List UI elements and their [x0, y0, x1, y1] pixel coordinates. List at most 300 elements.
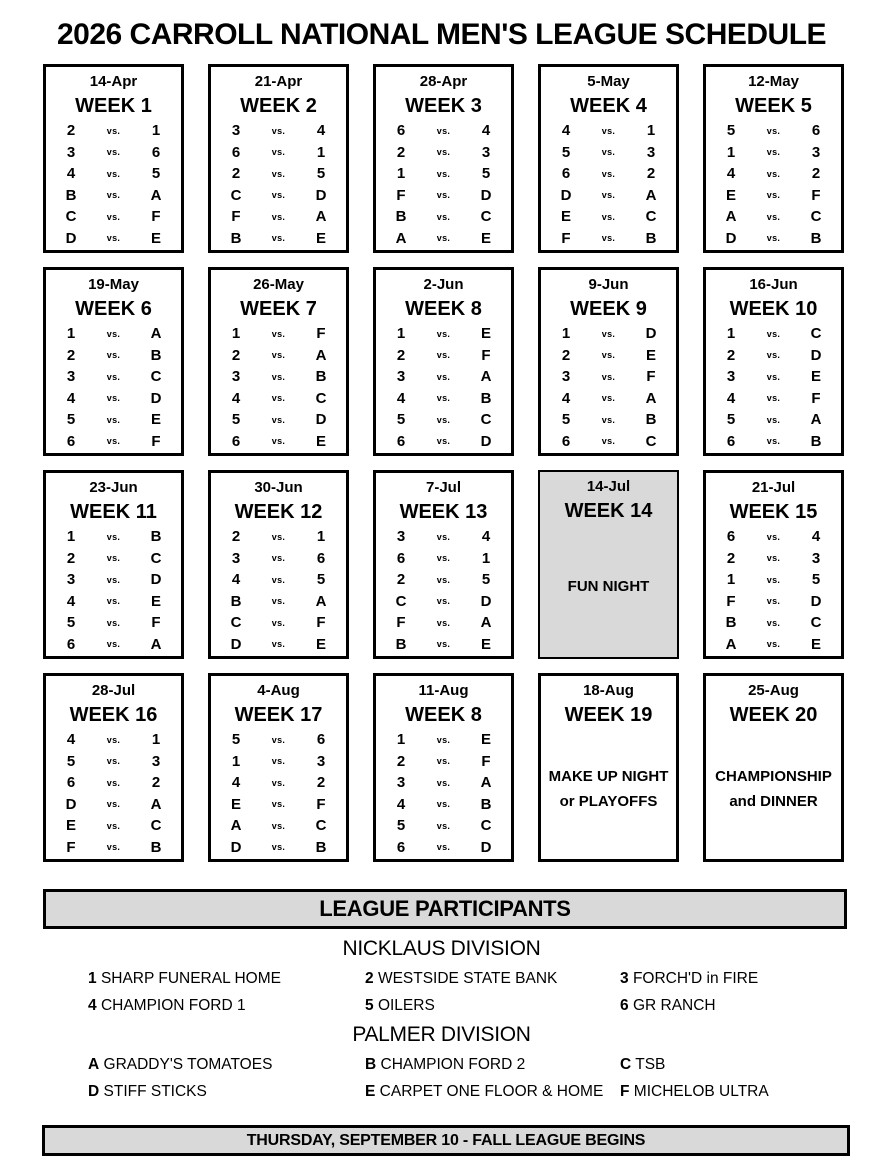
- vs-label: vs.: [271, 639, 286, 650]
- week-date: 21-Apr: [254, 73, 303, 90]
- vs-label: vs.: [271, 211, 286, 222]
- team-key: 2: [365, 970, 374, 987]
- away-team: E: [315, 635, 326, 653]
- match-row: [46, 548, 181, 570]
- week-body: [46, 120, 181, 249]
- vs-label: vs.: [436, 233, 451, 244]
- away-team: F: [151, 208, 161, 226]
- vs-label: vs.: [766, 211, 781, 222]
- away-team: E: [810, 635, 821, 653]
- week-body: [211, 729, 346, 858]
- week-date: 14-Jul: [586, 478, 631, 495]
- week-box: [208, 267, 349, 456]
- home-team: 5: [561, 143, 571, 161]
- away-team: F: [316, 795, 326, 813]
- week-body: [46, 323, 181, 452]
- away-team: D: [315, 186, 327, 204]
- home-team: D: [230, 838, 242, 856]
- vs-label: vs.: [766, 596, 781, 607]
- vs-label: vs.: [271, 328, 286, 339]
- week-body: [706, 729, 841, 859]
- home-team: 6: [66, 635, 76, 653]
- vs-label: vs.: [766, 233, 781, 244]
- vs-label: vs.: [601, 147, 616, 158]
- away-team: B: [150, 528, 162, 546]
- vs-label: vs.: [271, 596, 286, 607]
- away-team: E: [480, 325, 491, 343]
- away-team: 5: [811, 571, 821, 589]
- vs-label: vs.: [106, 531, 121, 542]
- vs-label: vs.: [766, 531, 781, 542]
- week-box: [373, 64, 514, 253]
- team-item: [365, 1056, 620, 1074]
- vs-label: vs.: [766, 350, 781, 361]
- home-team: 2: [561, 346, 571, 364]
- away-team: A: [645, 186, 657, 204]
- week-label: WEEK 5: [735, 95, 812, 117]
- match-row: [211, 548, 346, 570]
- vs-label: vs.: [601, 125, 616, 136]
- match-row: [211, 612, 346, 634]
- home-team: C: [65, 208, 77, 226]
- home-team: A: [725, 635, 737, 653]
- match-row: [706, 634, 841, 656]
- match-row: [541, 185, 676, 207]
- match-row: [706, 431, 841, 453]
- team-item: [88, 1083, 365, 1101]
- vs-label: vs.: [436, 371, 451, 382]
- match-row: [706, 591, 841, 613]
- vs-label: vs.: [601, 233, 616, 244]
- vs-label: vs.: [271, 734, 286, 745]
- match-row: [541, 323, 676, 345]
- away-team: F: [316, 325, 326, 343]
- match-row: [706, 120, 841, 142]
- week-label: WEEK 20: [729, 704, 818, 726]
- match-row: [541, 163, 676, 185]
- home-team: F: [231, 208, 241, 226]
- away-team: A: [150, 795, 162, 813]
- home-team: 5: [396, 411, 406, 429]
- vs-label: vs.: [601, 168, 616, 179]
- away-team: A: [315, 346, 327, 364]
- away-team: 2: [151, 774, 161, 792]
- vs-label: vs.: [271, 414, 286, 425]
- vs-label: vs.: [436, 553, 451, 564]
- week-body: [376, 120, 511, 249]
- home-team: D: [560, 186, 572, 204]
- match-row: [46, 612, 181, 634]
- vs-label: vs.: [766, 436, 781, 447]
- away-team: 1: [481, 549, 491, 567]
- match-row: [376, 569, 511, 591]
- week-label: WEEK 7: [240, 298, 317, 320]
- vs-label: vs.: [271, 820, 286, 831]
- match-row: [376, 366, 511, 388]
- away-team: C: [480, 817, 492, 835]
- home-team: 5: [726, 122, 736, 140]
- vs-label: vs.: [106, 734, 121, 745]
- away-team: E: [480, 731, 491, 749]
- week-date: 25-Aug: [748, 682, 799, 699]
- week-date: 14-Apr: [89, 73, 138, 90]
- match-row: [706, 142, 841, 164]
- away-team: A: [150, 325, 162, 343]
- away-team: D: [810, 346, 822, 364]
- team-name: WESTSIDE STATE BANK: [377, 970, 558, 987]
- match-row: [211, 409, 346, 431]
- vs-label: vs.: [271, 125, 286, 136]
- vs-label: vs.: [601, 328, 616, 339]
- vs-label: vs.: [436, 777, 451, 788]
- team-item: [365, 970, 620, 988]
- team-key: D: [88, 1083, 100, 1100]
- match-row: [46, 345, 181, 367]
- week-date: 5-May: [587, 73, 630, 90]
- week-date: 23-Jun: [89, 479, 138, 496]
- match-row: [376, 751, 511, 773]
- team-name: MICHELOB ULTRA: [633, 1083, 769, 1100]
- team-key: A: [88, 1056, 100, 1073]
- match-row: [46, 569, 181, 591]
- match-row: [376, 612, 511, 634]
- away-team: 5: [316, 571, 326, 589]
- match-row: [211, 345, 346, 367]
- home-team: 4: [561, 122, 571, 140]
- match-row: [46, 206, 181, 228]
- match-row: [46, 323, 181, 345]
- match-row: [541, 120, 676, 142]
- vs-label: vs.: [436, 414, 451, 425]
- week-date: 7-Jul: [425, 479, 461, 496]
- away-team: E: [810, 368, 821, 386]
- vs-label: vs.: [271, 574, 286, 585]
- vs-label: vs.: [106, 617, 121, 628]
- team-key: F: [620, 1083, 630, 1100]
- match-row: [46, 163, 181, 185]
- home-team: 6: [231, 432, 241, 450]
- home-team: 6: [561, 432, 571, 450]
- match-row: [706, 323, 841, 345]
- match-row: [541, 228, 676, 250]
- home-team: E: [230, 795, 241, 813]
- week-label: WEEK 8: [405, 704, 482, 726]
- home-team: 1: [396, 165, 406, 183]
- home-team: 5: [66, 614, 76, 632]
- home-team: 1: [231, 752, 241, 770]
- vs-label: vs.: [106, 842, 121, 853]
- match-row: [706, 185, 841, 207]
- home-team: 3: [726, 368, 736, 386]
- team-name: CHAMPION FORD 1: [100, 997, 246, 1014]
- home-team: 6: [726, 528, 736, 546]
- vs-label: vs.: [436, 211, 451, 222]
- vs-label: vs.: [106, 328, 121, 339]
- home-team: 6: [66, 432, 76, 450]
- home-team: 3: [396, 368, 406, 386]
- vs-label: vs.: [601, 190, 616, 201]
- league-participants-header: LEAGUE PARTICIPANTS: [43, 889, 847, 929]
- division-name: NICKLAUS DIVISION: [342, 937, 541, 960]
- match-row: [211, 228, 346, 250]
- week-label: WEEK 9: [570, 298, 647, 320]
- home-team: D: [65, 229, 77, 247]
- match-row: [706, 526, 841, 548]
- home-team: B: [230, 229, 242, 247]
- vs-label: vs.: [766, 371, 781, 382]
- vs-label: vs.: [436, 756, 451, 767]
- match-row: [376, 409, 511, 431]
- vs-label: vs.: [271, 436, 286, 447]
- home-team: 4: [66, 389, 76, 407]
- match-row: [706, 206, 841, 228]
- match-row: [211, 185, 346, 207]
- week-box: [703, 267, 844, 456]
- vs-label: vs.: [766, 125, 781, 136]
- week-body: [541, 120, 676, 249]
- match-row: [211, 815, 346, 837]
- away-team: 6: [151, 143, 161, 161]
- match-row: [211, 751, 346, 773]
- home-team: 6: [396, 122, 406, 140]
- away-team: 1: [316, 143, 326, 161]
- vs-label: vs.: [106, 756, 121, 767]
- home-team: A: [725, 208, 737, 226]
- team-name: CHAMPION FORD 2: [380, 1056, 526, 1073]
- team-name: SHARP FUNERAL HOME: [100, 970, 281, 987]
- away-team: 6: [811, 122, 821, 140]
- team-item: [88, 970, 365, 988]
- match-row: [46, 366, 181, 388]
- home-team: 4: [231, 774, 241, 792]
- away-team: 3: [316, 752, 326, 770]
- team-name: CARPET ONE FLOOR & HOME: [379, 1083, 604, 1100]
- match-row: [376, 794, 511, 816]
- away-team: C: [810, 208, 822, 226]
- away-team: A: [315, 592, 327, 610]
- match-row: [211, 526, 346, 548]
- team-key: 6: [620, 997, 629, 1014]
- away-team: E: [480, 229, 491, 247]
- home-team: 2: [396, 752, 406, 770]
- week-date: 12-May: [748, 73, 799, 90]
- home-team: 2: [396, 143, 406, 161]
- match-row: [376, 163, 511, 185]
- vs-label: vs.: [106, 233, 121, 244]
- home-team: 2: [396, 571, 406, 589]
- vs-label: vs.: [436, 168, 451, 179]
- home-team: 2: [231, 165, 241, 183]
- week-date: 18-Aug: [583, 682, 634, 699]
- home-team: D: [65, 795, 77, 813]
- week-box: [208, 673, 349, 862]
- match-row: [706, 548, 841, 570]
- vs-label: vs.: [106, 574, 121, 585]
- match-row: [541, 206, 676, 228]
- home-team: 1: [726, 143, 736, 161]
- week-label: WEEK 8: [405, 298, 482, 320]
- match-row: [376, 431, 511, 453]
- team-name: OILERS: [377, 997, 435, 1014]
- vs-label: vs.: [271, 168, 286, 179]
- home-team: 4: [561, 389, 571, 407]
- home-team: 3: [66, 143, 76, 161]
- division: [0, 1023, 883, 1101]
- vs-label: vs.: [271, 553, 286, 564]
- vs-label: vs.: [601, 436, 616, 447]
- match-row: [211, 837, 346, 859]
- vs-label: vs.: [766, 328, 781, 339]
- team-key: 4: [88, 997, 97, 1014]
- away-team: F: [811, 186, 821, 204]
- away-team: F: [811, 389, 821, 407]
- home-team: 5: [66, 411, 76, 429]
- week-date: 21-Jul: [751, 479, 796, 496]
- vs-label: vs.: [601, 414, 616, 425]
- vs-label: vs.: [436, 639, 451, 650]
- match-row: [211, 163, 346, 185]
- vs-label: vs.: [601, 211, 616, 222]
- vs-label: vs.: [436, 574, 451, 585]
- vs-label: vs.: [766, 190, 781, 201]
- home-team: B: [725, 614, 737, 632]
- vs-label: vs.: [436, 393, 451, 404]
- away-team: 2: [316, 774, 326, 792]
- week-body: [211, 526, 346, 655]
- away-team: C: [150, 817, 162, 835]
- home-team: E: [65, 817, 76, 835]
- away-team: A: [480, 774, 492, 792]
- match-row: [46, 837, 181, 859]
- division-name: PALMER DIVISION: [352, 1023, 531, 1046]
- team-key: 3: [620, 970, 629, 987]
- vs-label: vs.: [766, 393, 781, 404]
- team-item: [88, 997, 365, 1015]
- match-row: [46, 120, 181, 142]
- match-row: [376, 772, 511, 794]
- home-team: D: [725, 229, 737, 247]
- week-label: WEEK 10: [729, 298, 818, 320]
- vs-label: vs.: [601, 350, 616, 361]
- match-row: [541, 409, 676, 431]
- away-team: C: [150, 549, 162, 567]
- week-note-line: CHAMPIONSHIP: [715, 768, 832, 785]
- vs-label: vs.: [436, 596, 451, 607]
- home-team: 5: [726, 411, 736, 429]
- match-row: [706, 345, 841, 367]
- week-date: 9-Jun: [588, 276, 629, 293]
- home-team: 2: [66, 549, 76, 567]
- week-box: [703, 470, 844, 659]
- week-date: 11-Aug: [418, 682, 469, 699]
- home-team: 4: [726, 389, 736, 407]
- match-row: [376, 837, 511, 859]
- away-team: 5: [316, 165, 326, 183]
- week-box: [43, 470, 184, 659]
- away-team: 3: [481, 143, 491, 161]
- home-team: C: [395, 592, 407, 610]
- week-label: WEEK 13: [399, 501, 488, 523]
- home-team: 1: [561, 325, 571, 343]
- team-name: GRADDY'S TOMATOES: [103, 1056, 273, 1073]
- team-item: [620, 1083, 883, 1101]
- away-team: A: [810, 411, 822, 429]
- vs-label: vs.: [271, 756, 286, 767]
- vs-label: vs.: [766, 574, 781, 585]
- home-team: E: [560, 208, 571, 226]
- vs-label: vs.: [766, 414, 781, 425]
- away-team: C: [480, 411, 492, 429]
- vs-label: vs.: [271, 531, 286, 542]
- match-row: [706, 163, 841, 185]
- away-team: B: [150, 838, 162, 856]
- away-team: A: [645, 389, 657, 407]
- away-team: 5: [151, 165, 161, 183]
- home-team: 1: [726, 325, 736, 343]
- away-team: 2: [646, 165, 656, 183]
- vs-label: vs.: [106, 639, 121, 650]
- week-body: [706, 323, 841, 452]
- match-row: [541, 431, 676, 453]
- team-item: [365, 997, 620, 1015]
- week-label: WEEK 11: [70, 501, 157, 523]
- week-body: [211, 323, 346, 452]
- away-team: C: [645, 432, 657, 450]
- week-box: [208, 470, 349, 659]
- home-team: 2: [726, 346, 736, 364]
- away-team: 3: [811, 549, 821, 567]
- home-team: 1: [726, 571, 736, 589]
- away-team: 6: [316, 549, 326, 567]
- home-team: 1: [231, 325, 241, 343]
- week-label: WEEK 6: [75, 298, 152, 320]
- home-team: 4: [396, 389, 406, 407]
- vs-label: vs.: [766, 147, 781, 158]
- week-body: [376, 526, 511, 655]
- vs-label: vs.: [106, 211, 121, 222]
- week-label: WEEK 19: [564, 704, 653, 726]
- week-note-line: FUN NIGHT: [567, 577, 650, 595]
- match-row: [211, 388, 346, 410]
- home-team: F: [561, 229, 571, 247]
- schedule-page: [0, 18, 883, 1156]
- match-row: [46, 815, 181, 837]
- match-row: [706, 366, 841, 388]
- vs-label: vs.: [436, 436, 451, 447]
- match-row: [706, 612, 841, 634]
- match-row: [46, 228, 181, 250]
- vs-label: vs.: [271, 350, 286, 361]
- vs-label: vs.: [766, 553, 781, 564]
- week-box: [43, 267, 184, 456]
- team-name: STIFF STICKS: [103, 1083, 207, 1100]
- vs-label: vs.: [436, 734, 451, 745]
- away-team: E: [150, 229, 161, 247]
- away-team: B: [810, 229, 822, 247]
- vs-label: vs.: [436, 350, 451, 361]
- away-team: D: [150, 571, 162, 589]
- vs-label: vs.: [766, 168, 781, 179]
- home-team: 2: [231, 528, 241, 546]
- home-team: D: [230, 635, 242, 653]
- home-team: 4: [66, 592, 76, 610]
- vs-label: vs.: [601, 371, 616, 382]
- week-body: [540, 525, 677, 657]
- away-team: F: [646, 368, 656, 386]
- week-date: 4-Aug: [257, 682, 300, 699]
- away-team: 4: [811, 528, 821, 546]
- match-row: [376, 323, 511, 345]
